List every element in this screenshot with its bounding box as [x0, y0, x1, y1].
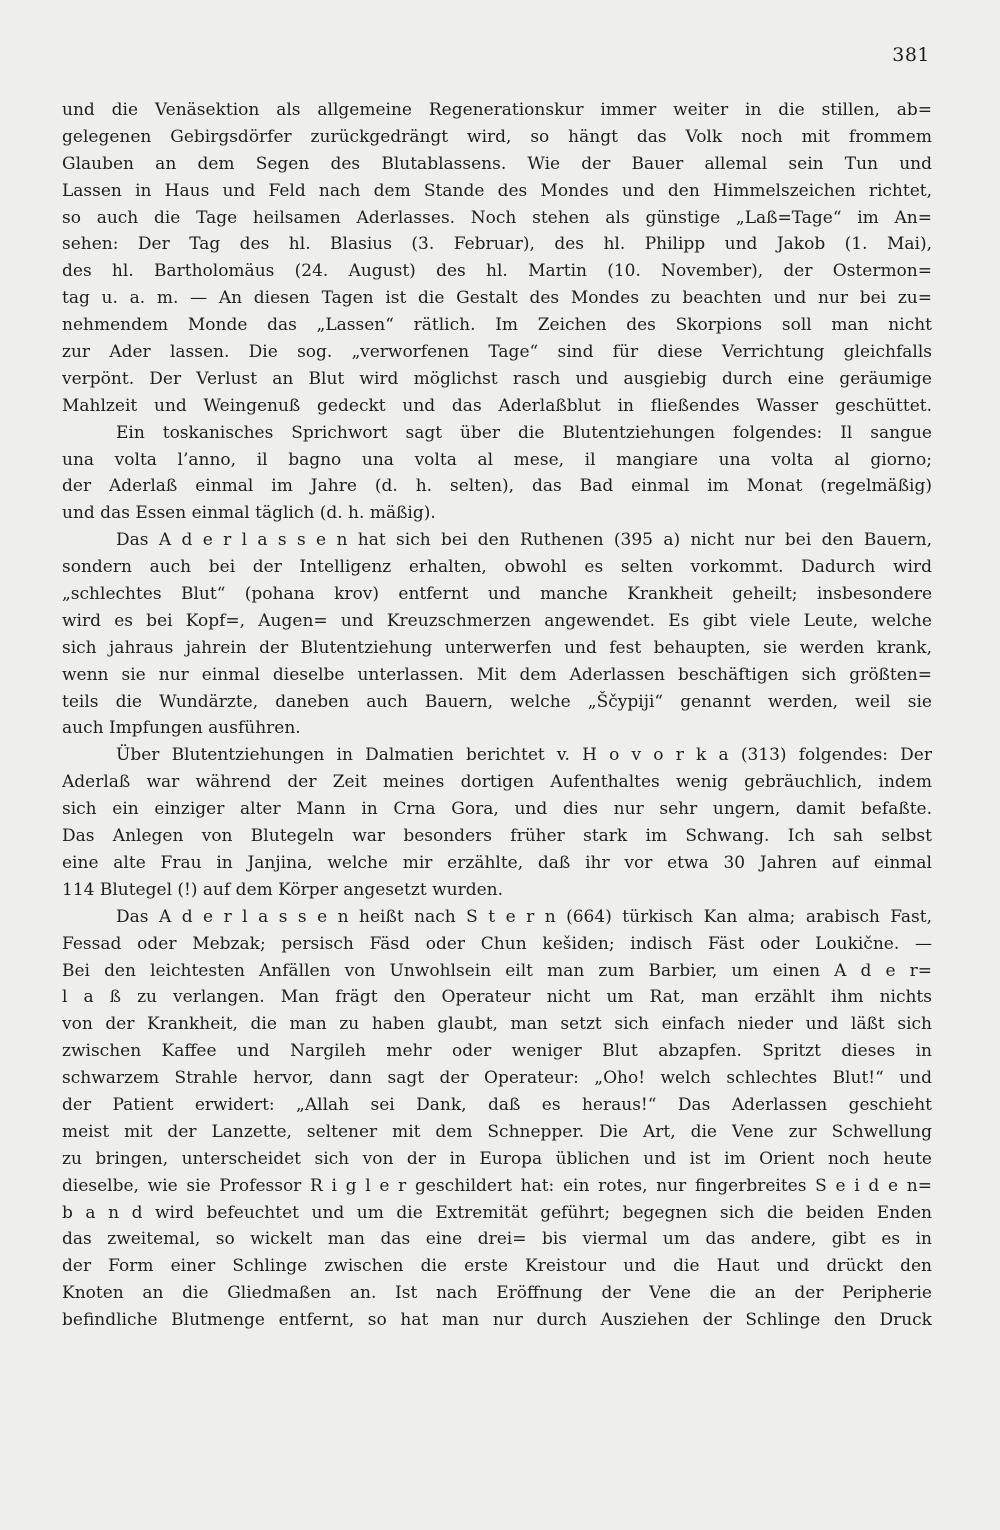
- text-line: auch Impfungen ausführen.: [62, 718, 301, 739]
- text-line: Aderlaß war während der Zeit meines dortigen Aufenthaltes wenig gebräuchlich, indem: [62, 772, 932, 793]
- text-line: Das Anlegen von Blutegeln war besonders früher stark im Schwang. Ich sah selbst: [62, 826, 932, 847]
- text-line: teils die Wundärzte, daneben auch Bauern, welche „Ščypiji“ genannt werden, weil sie: [62, 691, 932, 712]
- text-line: der Form einer Schlinge zwischen die erste Kreistour und die Haut und drückt den: [62, 1256, 932, 1277]
- text-line: sich ein einziger alter Mann in Crna Gora, und dies nur sehr ungern, damit befaßte.: [62, 799, 932, 820]
- text-line: b a n d wird befeuchtet und um die Extremität geführt; begegnen sich die beiden Enden: [62, 1202, 932, 1223]
- text-line: gelegenen Gebirgsdörfer zurückgedrängt wird, so hängt das Volk noch mit frommem: [62, 126, 932, 147]
- text-line: befindliche Blutmenge entfernt, so hat man nur durch Ausziehen der Schlinge den Druck: [62, 1310, 932, 1331]
- text-line: sondern auch bei der Intelligenz erhalten, obwohl es selten vorkommt. Dadurch wird: [62, 557, 932, 578]
- text-line: sich jahraus jahrein der Blutentziehung unterwerfen und fest behaupten, sie werden krank,: [62, 637, 932, 658]
- text-line: „schlechtes Blut“ (pohana krov) entfernt und manche Krankheit geheilt; insbesondere: [62, 584, 932, 605]
- text-line: Knoten an die Gliedmaßen an. Ist nach Eröffnung der Vene die an der Peripherie: [62, 1283, 932, 1304]
- text-line: nehmendem Monde das „Lassen“ rätlich. Im Zeichen des Skorpions soll man nicht: [62, 315, 932, 336]
- text-line: tag u. a. m. — An diesen Tagen ist die Gestalt des Mondes zu beachten und nur bei zu=: [62, 288, 932, 309]
- text-line: wenn sie nur einmal dieselbe unterlassen. Mit dem Aderlassen beschäftigen sich größten=: [62, 664, 932, 685]
- text-line: sehen: Der Tag des hl. Blasius (3. Februar), des hl. Philipp und Jakob (1. Mai),: [62, 234, 932, 255]
- text-line: so auch die Tage heilsamen Aderlasses. Noch stehen als günstige „Laß=Tage“ im An=: [62, 207, 932, 228]
- text-line: von der Krankheit, die man zu haben glaubt, man setzt sich einfach nieder und läßt sich: [62, 1014, 932, 1035]
- body-text: [62, 97, 932, 1334]
- text-line: schwarzem Strahle hervor, dann sagt der Operateur: „Oho! welch schlechtes Blut!“ und: [62, 1068, 932, 1089]
- text-line: zu bringen, unterscheidet sich von der in Europa üblichen und ist im Orient noch heute: [62, 1148, 932, 1169]
- text-line: zwischen Kaffee und Nargileh mehr oder weniger Blut abzapfen. Spritzt dieses in: [62, 1041, 932, 1062]
- text-line: des hl. Bartholomäus (24. August) des hl. Martin (10. November), der Ostermon=: [62, 261, 932, 282]
- text-line: Über Blutentziehungen in Dalmatien berichtet v. H o v o r k a (313) folgendes: Der: [116, 745, 932, 766]
- text-line: Lassen in Haus und Feld nach dem Stande des Mondes und den Himmelszeichen richtet,: [62, 180, 932, 201]
- text-line: Das A d e r l a s s e n heißt nach S t e r n (664) türkisch Kan alma; arabisch Fast,: [116, 906, 932, 927]
- text-line: Fessad oder Mebzak; persisch Fäsd oder Chun kešiden; indisch Fäst oder Loukične. —: [62, 933, 932, 954]
- text-line: meist mit der Lanzette, seltener mit dem Schnepper. Die Art, die Vene zur Schwellung: [62, 1121, 932, 1142]
- text-line: una volta l’anno, il bagno una volta al mese, il mangiare una volta al giorno;: [62, 449, 932, 470]
- text-line: der Aderlaß einmal im Jahre (d. h. selten), das Bad einmal im Monat (regelmäßig): [62, 476, 932, 497]
- text-line: der Patient erwidert: „Allah sei Dank, daß es heraus!“ Das Aderlassen geschieht: [62, 1094, 932, 1115]
- text-line: und das Essen einmal täglich (d. h. mäßig).: [62, 503, 436, 524]
- text-line: das zweitemal, so wickelt man das eine drei= bis viermal um das andere, gibt es in: [62, 1229, 932, 1250]
- text-line: Glauben an dem Segen des Blutablassens. Wie der Bauer allemal sein Tun und: [62, 153, 932, 174]
- text-line: zur Ader lassen. Die sog. „verworfenen Tage“ sind für diese Verrichtung gleichfalls: [62, 342, 932, 363]
- text-line: Bei den leichtesten Anfällen von Unwohlsein eilt man zum Barbier, um einen A d e r=: [62, 960, 932, 981]
- text-line: eine alte Frau in Janjina, welche mir erzählte, daß ihr vor etwa 30 Jahren auf einmal: [62, 852, 932, 873]
- text-line: 114 Blutegel (!) auf dem Körper angesetzt wurden.: [62, 879, 503, 900]
- text-line: Mahlzeit und Weingenuß gedeckt und das Aderlaßblut in fließendes Wasser geschüttet.: [62, 395, 932, 416]
- text-line: Das A d e r l a s s e n hat sich bei den Ruthenen (395 a) nicht nur bei den Bauern,: [116, 530, 932, 551]
- text-line: und die Venäsektion als allgemeine Regenerationskur immer weiter in die stillen, ab=: [62, 100, 932, 120]
- text-line: Ein toskanisches Sprichwort sagt über die Blutentziehungen folgendes: Il sangue: [116, 422, 932, 443]
- text-line: dieselbe, wie sie Professor R i g l e r geschildert hat: ein rotes, nur fingerbreites S e i d e n=: [62, 1175, 932, 1196]
- text-line: l a ß zu verlangen. Man frägt den Operateur nicht um Rat, man erzählt ihm nichts: [62, 987, 932, 1008]
- text-line: wird es bei Kopf=, Augen= und Kreuzschmerzen angewendet. Es gibt viele Leute, welche: [62, 610, 932, 631]
- text-line: verpönt. Der Verlust an Blut wird möglichst rasch und ausgiebig durch eine geräumige: [62, 368, 932, 389]
- page-number: 381: [892, 44, 930, 66]
